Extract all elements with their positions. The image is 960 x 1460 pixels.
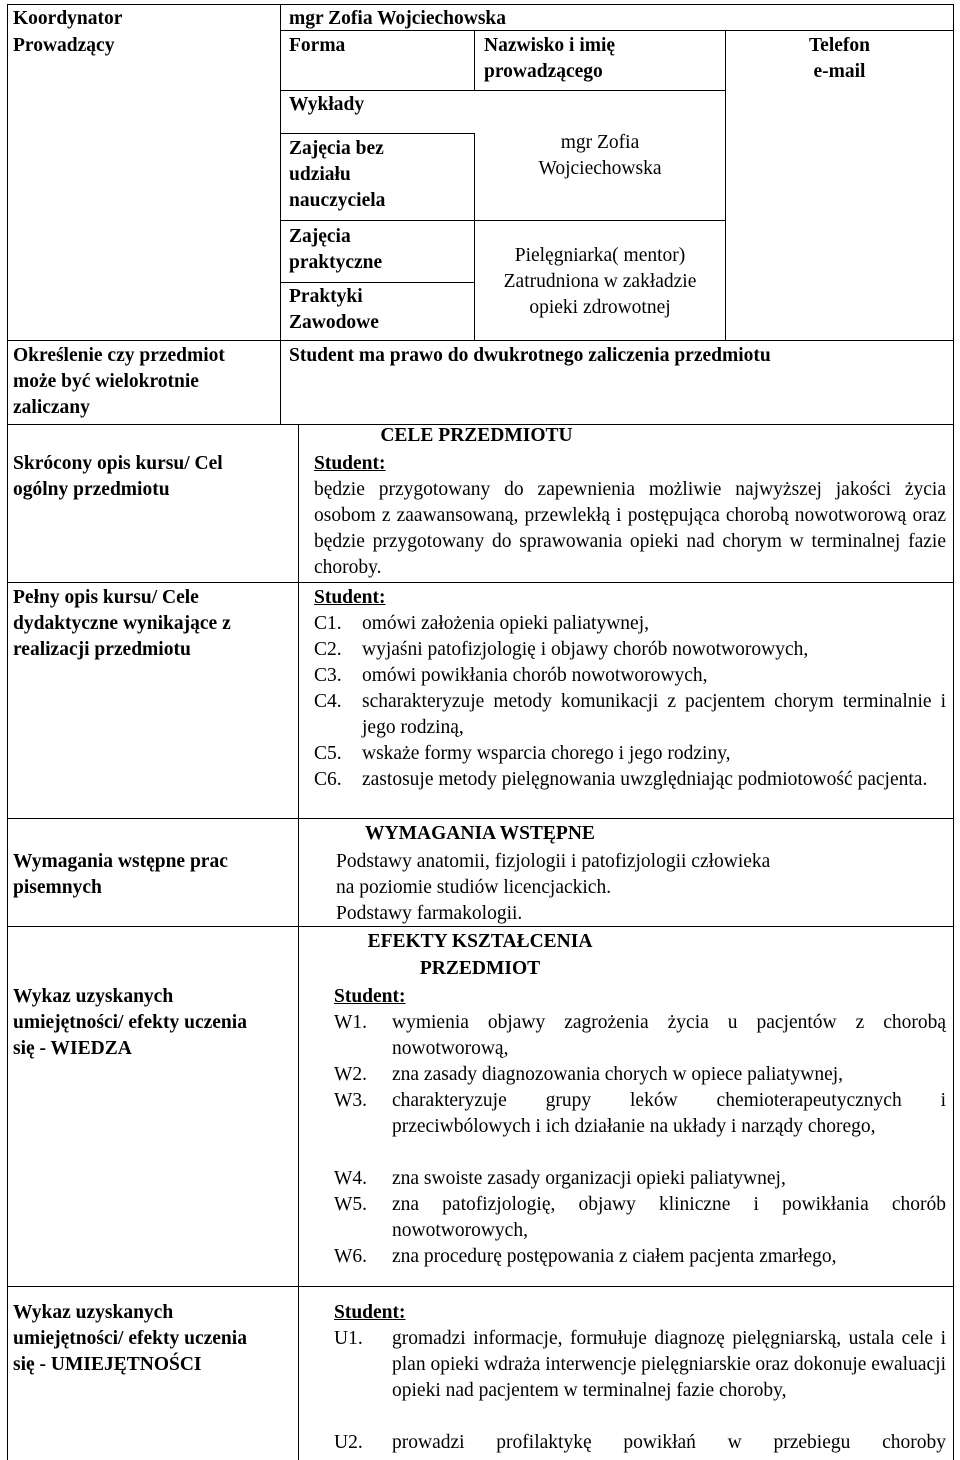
cel-text: wyjaśni patofizjologię i objawy chorób nowotworowych, [362, 639, 809, 660]
umiejetnosc-code: U2. [334, 1432, 363, 1453]
umiejetnosci-label-3: się - UMIEJĘTNOŚCI [13, 1354, 202, 1375]
umiejetnosc-text: prowadzi profilaktykę powikłań w przebiegu choroby [392, 1432, 946, 1453]
cel-code: C1. [314, 613, 342, 634]
cel-text: scharakteryzuje metody komunikacji z pacjentem chorym terminalnie i jego rodziną, [362, 691, 946, 738]
wiedza-label: Wykaz uzyskanych [13, 986, 174, 1007]
wiedza-code: W2. [334, 1064, 368, 1085]
cel-code: C2. [314, 639, 342, 660]
umiejetnosc-code: U1. [334, 1328, 363, 1349]
nazwisko-label-line2: prowadzącego [484, 61, 603, 82]
mentor-text-2: Zatrudniona w zakładzie [503, 271, 697, 292]
email-label: e-mail [813, 61, 866, 82]
wiedza-code: W3. [334, 1090, 368, 1111]
koordynator-name: mgr Zofia Wojciechowska [289, 8, 507, 29]
form-praktyczne-2: praktyczne [289, 252, 383, 273]
wielokrotnie-label: Określenie czy przedmiot [13, 345, 225, 366]
wymagania-text-3: Podstawy farmakologii. [336, 903, 523, 924]
form-bez-nauczyciela-3: nauczyciela [289, 190, 386, 211]
skrocony-text: będzie przygotowany do zapewnienia możliwie najwyższej jakości życia osobom z zaawansowaną, przewlekłą i postępująca chorobą nowotworową oraz będzie przygotowany do sprawowania opieki nad chorym w terminalnej fazie choroby. [314, 479, 946, 578]
form-bez-nauczyciela-2: udziału [289, 164, 351, 185]
wiedza-code: W4. [334, 1168, 368, 1189]
wielokrotnie-label-2: może być wielokrotnie [13, 371, 199, 392]
cele-heading: CELE PRZEDMIOTU [380, 425, 573, 446]
form-praktyczne: Zajęcia [289, 226, 351, 247]
wiedza-text: zna swoiste zasady organizacji opieki paliatywnej, [392, 1168, 786, 1189]
wielokrotnie-label-3: zaliczany [13, 397, 90, 418]
teacher-name: mgr Zofia [560, 132, 640, 153]
wiedza-text: zna patofizjologię, objawy kliniczne i powikłania chorób nowotworowych, [392, 1194, 946, 1241]
wiedza-code: W1. [334, 1012, 368, 1033]
cel-text: zastosuje metody pielęgnowania uwzględniając podmiotowość pacjenta. [362, 769, 928, 790]
wielokrotnie-value: Student ma prawo do dwukrotnego zaliczenia przedmiotu [289, 345, 771, 366]
student-label-wiedza: Student: [334, 986, 406, 1007]
wymagania-text-2: na poziomie studiów licencjackich. [336, 877, 612, 898]
wiedza-text: zna procedurę postępowania z ciałem pacjenta zmarłego, [392, 1246, 837, 1267]
form-bez-nauczyciela: Zajęcia bez [289, 138, 384, 159]
wiedza-text: wymienia objawy zagrożenia życia u pacjentów z chorobą nowotworową, [392, 1012, 946, 1059]
student-label-umiejetnosci: Student: [334, 1302, 406, 1323]
wymagania-label: Wymagania wstępne prac [13, 851, 228, 872]
student-label-cel: Student: [314, 453, 386, 474]
cel-code: C4. [314, 691, 342, 712]
wymagania-heading: WYMAGANIA WSTĘPNE [365, 823, 595, 844]
efekty-heading: EFEKTY KSZTAŁCENIA [367, 931, 593, 952]
student-label-cele: Student: [314, 587, 386, 608]
cel-text: wskaże formy wsparcia chorego i jego rodziny, [362, 743, 731, 764]
umiejetnosc-text: gromadzi informacje, formułuje diagnozę pielęgniarską, ustala cele i plan opieki wdraża interwencje pielęgniarskie oraz dokonuje ewaluacji opieki nad pacjentem w terminalnej fazie choroby, [392, 1328, 946, 1401]
wymagania-label-2: pisemnych [13, 877, 102, 898]
umiejetnosci-label: Wykaz uzyskanych [13, 1302, 174, 1323]
forma-label: Forma [289, 35, 346, 56]
skrocony-label-2: ogólny przedmiotu [13, 479, 170, 500]
wiedza-code: W6. [334, 1246, 368, 1267]
prowadzacy-label: Prowadzący [13, 35, 115, 56]
wymagania-text: Podstawy anatomii, fizjologii i patofizjologii człowieka [336, 851, 771, 872]
skrocony-label: Skrócony opis kursu/ Cel [13, 453, 223, 474]
wiedza-label-2: umiejętności/ efekty uczenia [13, 1012, 247, 1033]
wiedza-code: W5. [334, 1194, 368, 1215]
mentor-text: Pielęgniarka( mentor) [514, 245, 686, 266]
umiejetnosci-label-2: umiejętności/ efekty uczenia [13, 1328, 247, 1349]
cel-code: C5. [314, 743, 342, 764]
cel-text: omówi powikłania chorób nowotworowych, [362, 665, 708, 686]
cel-code: C6. [314, 769, 342, 790]
nazwisko-label: Nazwisko i imię [484, 35, 616, 56]
wiedza-text: zna zasady diagnozowania chorych w opiece paliatywnej, [392, 1064, 844, 1085]
form-zawodowe-2: Zawodowe [289, 312, 379, 333]
wiedza-text: charakteryzuje grupy leków chemioterapeutycznych i przeciwbólowych i ich działanie na układy i narządy chorego, [392, 1090, 946, 1137]
cel-text: omówi założenia opieki paliatywnej, [362, 613, 649, 634]
efekty-heading-2: PRZEDMIOT [419, 958, 541, 979]
mentor-text-3: opieki zdrowotnej [529, 297, 671, 318]
form-zawodowe: Praktyki [289, 286, 363, 307]
pelny-label-2: dydaktyczne wynikające z [13, 613, 231, 634]
cel-code: C3. [314, 665, 342, 686]
pelny-label: Pełny opis kursu/ Cele [13, 587, 199, 608]
koordynator-label: Koordynator [13, 8, 123, 29]
pelny-label-3: realizacji przedmiotu [13, 639, 191, 660]
wiedza-label-3: się - WIEDZA [13, 1038, 132, 1059]
teacher-name-2: Wojciechowska [538, 158, 662, 179]
telefon-label: Telefon [808, 35, 871, 56]
form-wyklady: Wykłady [289, 94, 365, 115]
